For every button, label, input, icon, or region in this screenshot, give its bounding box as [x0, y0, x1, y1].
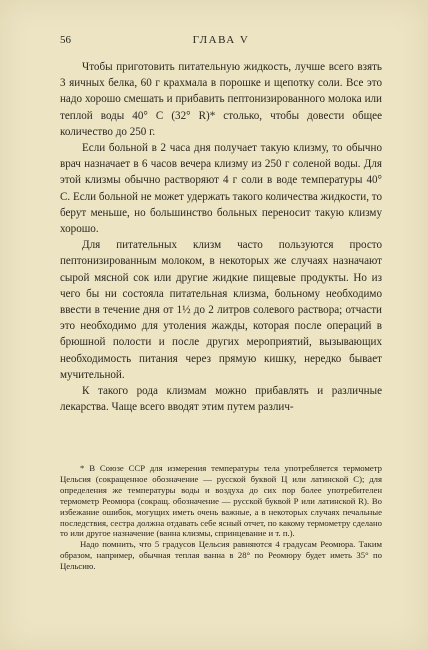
footnote: Надо помнить, что 5 градусов Цельсия равняются 4 градусам Реомюра. Таким образом, например, обычная теплая ванна в 28° по Реомюру будет иметь 35° по Цельсию.	[60, 539, 382, 572]
running-header	[60, 34, 382, 50]
page-number: 56	[60, 34, 71, 46]
main-text	[60, 59, 382, 415]
footnote: * В Союзе ССР для измерения температуры тела употребляется термометр Цельсия (сокращенное обозначение — русской буквой Ц или латинской С); для определения же температуры воды и воздуха до сих пор более употребителен термометр Реомюра (сокращ. обозначение — русской буквой Р или латинской R). Во избежание ошибок, могущих иметь очень важные, а в некоторых случаях печальные последствия, сестра должна отдавать себе ясный отчет, по какому термометру сделано то или другое назначение (ванна клизмы, спринцевание и т. п.).	[60, 463, 382, 539]
paragraph: Если больной в 2 часа дня получает такую клизму, то обычно врач назначает в 6 часов вечера клизму из 250 г соленой воды. Для этой клизмы обычно растворяют 4 г соли в воде температуры 40° С. Если больной не может удержать такого количества жидкости, то берут меньше, но большинство больных переносит такую клизму хорошо.	[60, 142, 382, 236]
paragraph: Чтобы приготовить питательную жидкость, лучше всего взять 3 яичных белка, 60 г крахмала в порошке и щепотку соли. Все это надо хорошо смешать и прибавить пептонизированного молока или теплой воды 40° С (32° R)* столько, чтобы довести общее количество до 250 г.	[60, 61, 382, 138]
paragraph: К такого рода клизмам можно прибавлять и различные лекарства. Чаще всего вводят этим путем различ-	[60, 385, 382, 414]
chapter-heading: ГЛАВА V	[192, 34, 250, 46]
paragraph: Для питательных клизм часто пользуются просто пептонизированным молоком, в некоторых же случаях назначают сырой мясной сок или другие жидкие пищевые продукты. Но из чего бы ни состояла питательная клизма, больному необходимо ввести в течение дня от 1½ до 2 литров солевого раствора; отчасти это необходимо для утоления жажды, которая после операций в брюшной полости и после других мероприятий, вызывающих необходимость питания через прямую кишку, нередко бывает мучительной.	[60, 239, 382, 381]
footnotes	[60, 463, 382, 572]
